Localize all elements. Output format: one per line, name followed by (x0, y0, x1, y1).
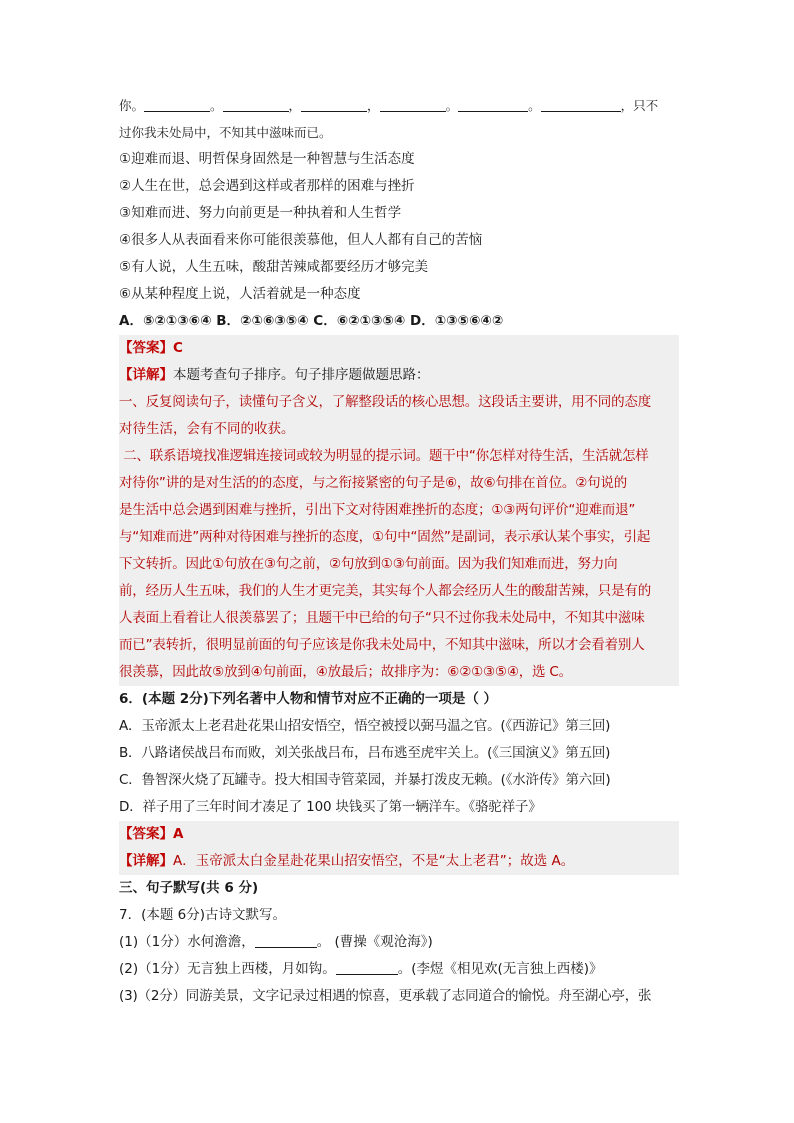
detail-text: A．玉帝派太白金星赴花果山招安悟空，不是“太上老君”；故选 A。 (173, 853, 575, 869)
detail-line (119, 362, 679, 389)
option-item: ⑤有人说，人生五味，酸甜苦辣咸都要经历才够完美 (119, 259, 429, 275)
text-fragment: 。 (曹操《观沧海》) (316, 934, 433, 950)
detail-text: 与“知难而进”两种对待困难与挫折的态度，①句中“固然”是副词，表示承认某个事实，引起 (119, 529, 651, 545)
option-item: ②人生在世，总会遇到这样或者那样的困难与挫折 (119, 178, 415, 194)
text-fragment: ， (367, 98, 380, 113)
answer-block (119, 335, 679, 686)
answer-block (119, 821, 679, 875)
detail-text: 一、反复阅读句子，读懂句子含义，了解整段话的核心思想。这段话主要讲，用不同的态度 (119, 394, 651, 410)
detail-text: 本题考查句子排序。句子排序题做题思路： (173, 367, 430, 383)
sub-question (119, 929, 679, 956)
answer-line (119, 335, 679, 362)
text-fragment: 你。 (119, 98, 145, 113)
detail-text: 人表面上看着让人很羡慕罢了；且题干中已给的句子“只不过你我未处局中，不知其中滋味 (119, 610, 645, 626)
detail-text: 前，经历人生五味，我们的人生才更完美，其实每个人都会经历人生的酸甜苦辣，只是有的 (119, 583, 651, 599)
text-fragment: 。 (210, 98, 223, 113)
detail-line (119, 848, 679, 875)
fill-in-line-2: 过你我未处局中，不知其中滋味而已。 (119, 125, 332, 140)
choice-item: A．玉帝派太上老君赴花果山招安悟空，悟空被授以弼马温之官。(《西游记》第三回) (119, 718, 611, 734)
text-fragment: 。(李煜《相见欢(无言独上西楼)》 (397, 961, 603, 977)
choice-item: C．鲁智深火烧了瓦罐寺。投大相国寺管菜园，并暴打泼皮无赖。(《水浒传》第六回) (119, 772, 611, 788)
detail-tag: 【详解】 (119, 853, 173, 869)
sub-question (119, 956, 679, 983)
question-stem: 7．(本题 6分)古诗文默写。 (119, 907, 287, 923)
text-fragment: (1)（1分）水何澹澹， (119, 934, 255, 950)
option-item: ①迎难而退、明哲保身固然是一种智慧与生活态度 (119, 151, 415, 167)
detail-text: 二、联系语境找准逻辑连接词或较为明显的提示词。题干中“你怎样对待生活，生活就怎样 (119, 448, 649, 464)
text-fragment: (2)（1分）无言独上西楼，月如钩。 (119, 961, 336, 977)
detail-text: 对待生活，会有不同的收获。 (119, 421, 295, 437)
choice-item: D．祥子用了三年时间才凑足了 100 块钱买了第一辆洋车。《骆驼祥子》 (119, 799, 542, 815)
text-fragment: 。 (445, 98, 459, 113)
answer-blank[interactable] (541, 96, 621, 112)
detail-text: 很羡慕，因此故⑤放到④句前面，④放最后；故排序为：⑥②①③⑤④，选 C。 (119, 664, 572, 680)
answer-value: A (173, 826, 184, 842)
detail-text: 对待你”讲的是对生活的的态度，与之衔接紧密的句子是⑥，故⑥句排在首位。②句说的 (119, 475, 628, 491)
answer-line (119, 821, 679, 848)
answer-value: C (173, 340, 183, 356)
text-fragment: 。 (528, 98, 541, 113)
choice-item: B．八路诸侯战吕布而败，刘关张战吕布，吕布逃至虎牢关上。(《三国演义》第五回) (119, 745, 611, 761)
question-text: 6．(本题 2分)下列名著中人物和情节对应不正确的一项是（ ） (119, 691, 498, 707)
detail-text: 而已”表转折，很明显前面的句子应该是你我未处局中，不知其中滋味，所以才会看着别人 (119, 637, 645, 653)
text-fragment: ， (288, 98, 302, 113)
document-page (119, 92, 679, 1010)
answer-tag: 【答案】 (119, 340, 173, 356)
answer-blank[interactable] (336, 959, 398, 975)
sub-question: (3)（2分）同游美景，文字记录过相遇的惊喜，更承载了志同道合的愉悦。舟至湖心亭，张 (119, 988, 652, 1004)
choice-line: A．⑤②①③⑥④ B．②①⑥③⑤④ C．⑥②①③⑤④ D．①③⑤⑥④② (119, 313, 504, 329)
section-heading: 三、句子默写(共 6 分) (119, 880, 259, 896)
answer-blank[interactable] (255, 932, 317, 948)
option-item: ③知难而进、努力向前更是一种执着和人生哲学 (119, 205, 402, 221)
question-stem (119, 686, 679, 713)
detail-text: 是生活中总会遇到困难与挫折，引出下文对待困难挫折的态度；①③两句评价“迎难而退” (119, 502, 636, 518)
answer-blank[interactable] (223, 96, 289, 112)
answer-blank[interactable] (144, 96, 210, 112)
option-item: ⑥从某种程度上说，人活着就是一种态度 (119, 286, 361, 302)
detail-tag: 【详解】 (119, 367, 173, 383)
fill-in-line-1 (119, 92, 679, 119)
answer-blank[interactable] (301, 96, 367, 112)
text-fragment: ，只不 (620, 98, 659, 113)
answer-tag: 【答案】 (119, 826, 173, 842)
answer-blank[interactable] (380, 96, 446, 112)
option-item: ④很多人从表面看来你可能很羡慕他，但人人都有自己的苦恼 (119, 232, 483, 248)
detail-text: 下文转折。因此①句放在③句之前，②句放到①③句前面。因为我们知难而进，努力向 (119, 556, 618, 572)
answer-blank[interactable] (458, 96, 528, 112)
